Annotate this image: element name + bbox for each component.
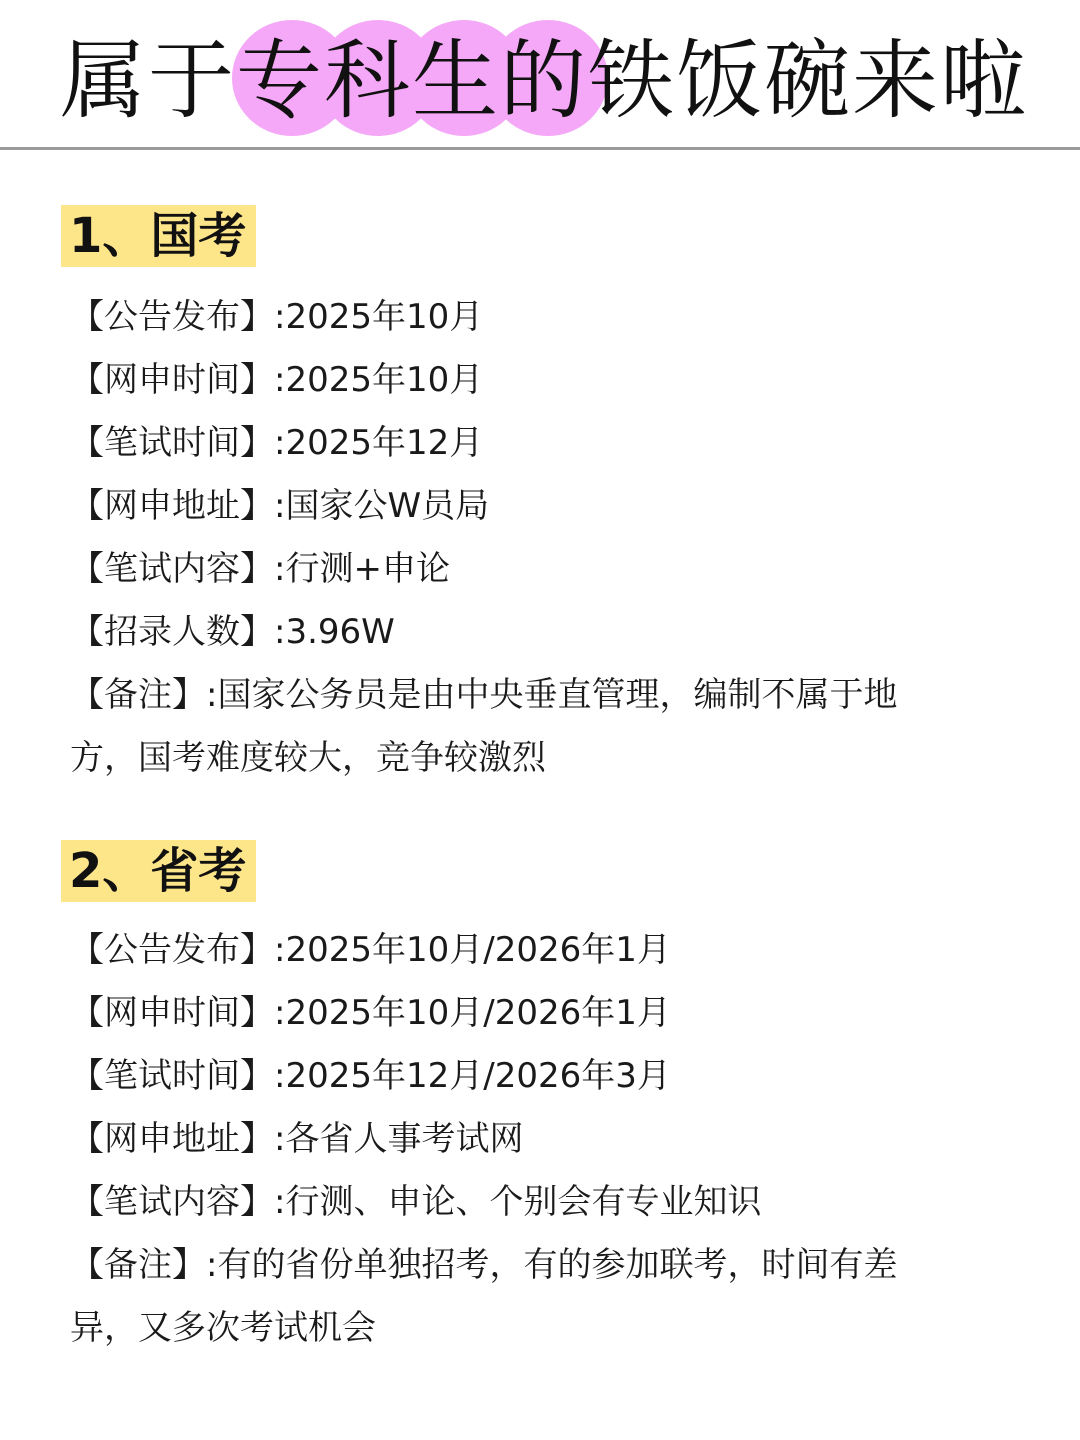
row-label: 【招录人数】: [70, 612, 274, 652]
info-row-exam-time: [70, 1045, 950, 1108]
row-label: 【网申地址】: [70, 486, 274, 526]
row-value: :2025年10月/2026年1月: [274, 930, 671, 970]
note-paragraph: [70, 1234, 940, 1360]
info-list: [70, 286, 950, 664]
title-banner: [0, 0, 1080, 150]
row-value: :2025年10月: [274, 297, 484, 337]
info-row-application-time: [70, 349, 950, 412]
info-row-application-time: [70, 982, 950, 1045]
section-national-exam: [0, 205, 1080, 795]
info-row-exam-content: [70, 538, 950, 601]
row-value: :2025年12月: [274, 423, 484, 463]
info-row-exam-content: [70, 1171, 950, 1234]
info-row-announcement: [70, 919, 950, 982]
row-value: :2025年12月/2026年3月: [274, 1056, 671, 1096]
info-row-announcement: [70, 286, 950, 349]
info-row-application-site: [70, 1108, 950, 1171]
row-value: :3.96W: [274, 612, 395, 652]
row-label: 【网申地址】: [70, 1119, 274, 1159]
info-row-application-site: [70, 475, 950, 538]
row-label: 【网申时间】: [70, 993, 274, 1033]
row-value: :行测+申论: [274, 549, 450, 589]
info-list: [70, 919, 950, 1234]
row-label: 【笔试时间】: [70, 1056, 274, 1096]
note-text: :国家公务员是由中央垂直管理，编制不属于地方，国考难度较大，竞争较激烈: [70, 675, 898, 778]
row-label: 【笔试内容】: [70, 549, 274, 589]
row-value: :各省人事考试网: [274, 1119, 524, 1159]
row-label: 【公告发布】: [70, 297, 274, 337]
info-row-hiring-count: [70, 601, 950, 664]
note-label: 【备注】: [70, 1245, 206, 1285]
note-text: :有的省份单独招考，有的参加联考，时间有差异，又多次考试机会: [70, 1245, 898, 1348]
row-label: 【网申时间】: [70, 360, 274, 400]
row-label: 【笔试时间】: [70, 423, 274, 463]
note-label: 【备注】: [70, 675, 206, 715]
title-divider: [0, 147, 1080, 150]
info-row-exam-time: [70, 412, 950, 475]
section-provincial-exam: [0, 840, 1080, 1370]
row-value: :2025年10月/2026年1月: [274, 993, 671, 1033]
section-heading: 1、国考: [61, 205, 256, 267]
row-label: 【笔试内容】: [70, 1182, 274, 1222]
section-heading: 2、省考: [61, 840, 256, 902]
note-paragraph: [70, 664, 940, 790]
row-value: :2025年10月: [274, 360, 484, 400]
row-value: :国家公W员局: [274, 486, 490, 526]
row-value: :行测、申论、个别会有专业知识: [274, 1182, 762, 1222]
row-label: 【公告发布】: [70, 930, 274, 970]
page-title: 属于专科生的铁饭碗来啦: [60, 31, 1028, 131]
